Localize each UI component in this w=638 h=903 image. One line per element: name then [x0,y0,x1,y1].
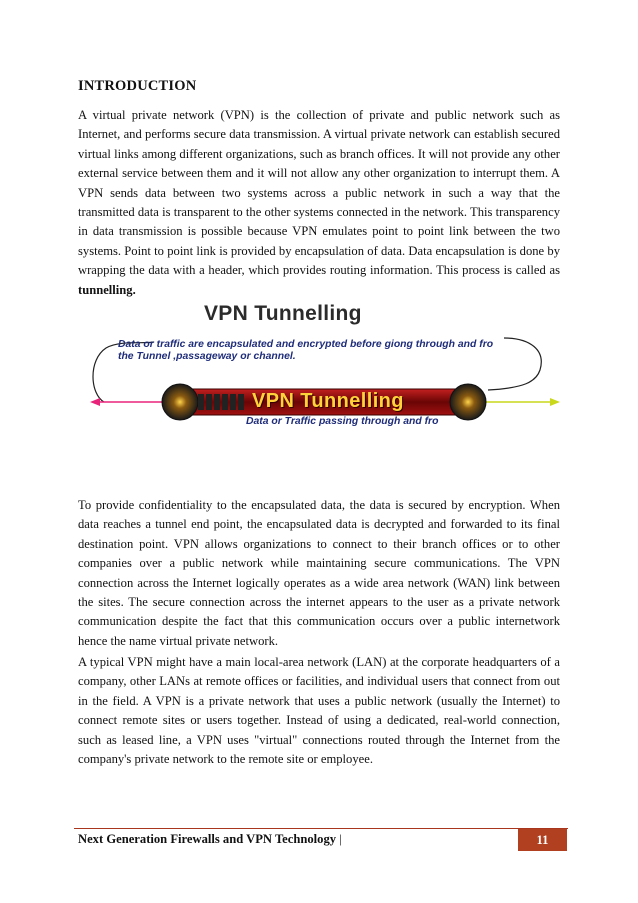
figure-title: VPN Tunnelling [204,302,362,325]
tunnel-endcap-right [450,384,486,420]
footer-separator: | [339,832,342,846]
footer-rule [74,828,568,829]
intro-paragraph-text: A virtual private network (VPN) is the collection of private and public network such as Internet, and performs secure data transmission. A virtual private network can establish secured virtual links among different organizations, such as branch offices. It will not provide any other external service between them and it will not allow any other organization to interrupt them. A VPN sends data between two systems across a public network in such a way that the transmitted data is transparent to the other systems connected in the network. This transparency in data transmission is possible because VPN emulates point to point link between the two systems. Point to point link is provided by encapsulation of data. Data encapsulation is done by wrapping the data with a header, which provides routing information. This process is called as [78,108,560,278]
footer-title: Next Generation Firewalls and VPN Technology [78,832,337,846]
figure-note-bottom: Data or Traffic passing through and fro [246,416,439,427]
tunnelling-term: tunnelling. [78,282,136,297]
flow-arrow-right-head [550,398,560,406]
section-heading: INTRODUCTION [78,78,197,94]
intro-paragraph [78,106,560,300]
typical-vpn-paragraph: A typical VPN might have a main local-area network (LAN) at the corporate headquarters of a company, other LANs at remote offices or facilities, and individual users that connect from out in the field. A VPN is a private network that uses a public network (usually the Internet) to connect remote sites or users together. Instead of using a dedicated, real-world connection, such as leased line, a VPN uses "virtual" connections routed through the Internet from the company's private network to the remote site or employee. [78,655,560,767]
encryption-paragraph: To provide confidentiality to the encapsulated data, the data is secured by encryption. When data reaches a tunnel end point, the encapsulated data is decrypted and forwarded to its final destination point. VPN allows organizations to connect to their branch offices or to other companies over a public network while maintaining secure communications. The VPN connection across the Internet logically operates as a wide area network (WAN) link between the sites. The secure connection across the internet appears to the user as a private network communication despite the fact that this communication occurs over a public internetwork hence the name virtual private network. [78,498,560,648]
tunnel-label: VPN Tunnelling [252,390,404,412]
tunnel-endcap-left [162,384,198,420]
footer [78,832,342,847]
vpn-tunnelling-figure [84,298,562,434]
page-number: 11 [518,829,567,851]
figure-note-top: Data or traffic are encapsulated and encrypted before giong through and fro the Tunnel ,passageway or channel. [118,339,494,362]
flow-arrow-left-head [90,398,100,406]
